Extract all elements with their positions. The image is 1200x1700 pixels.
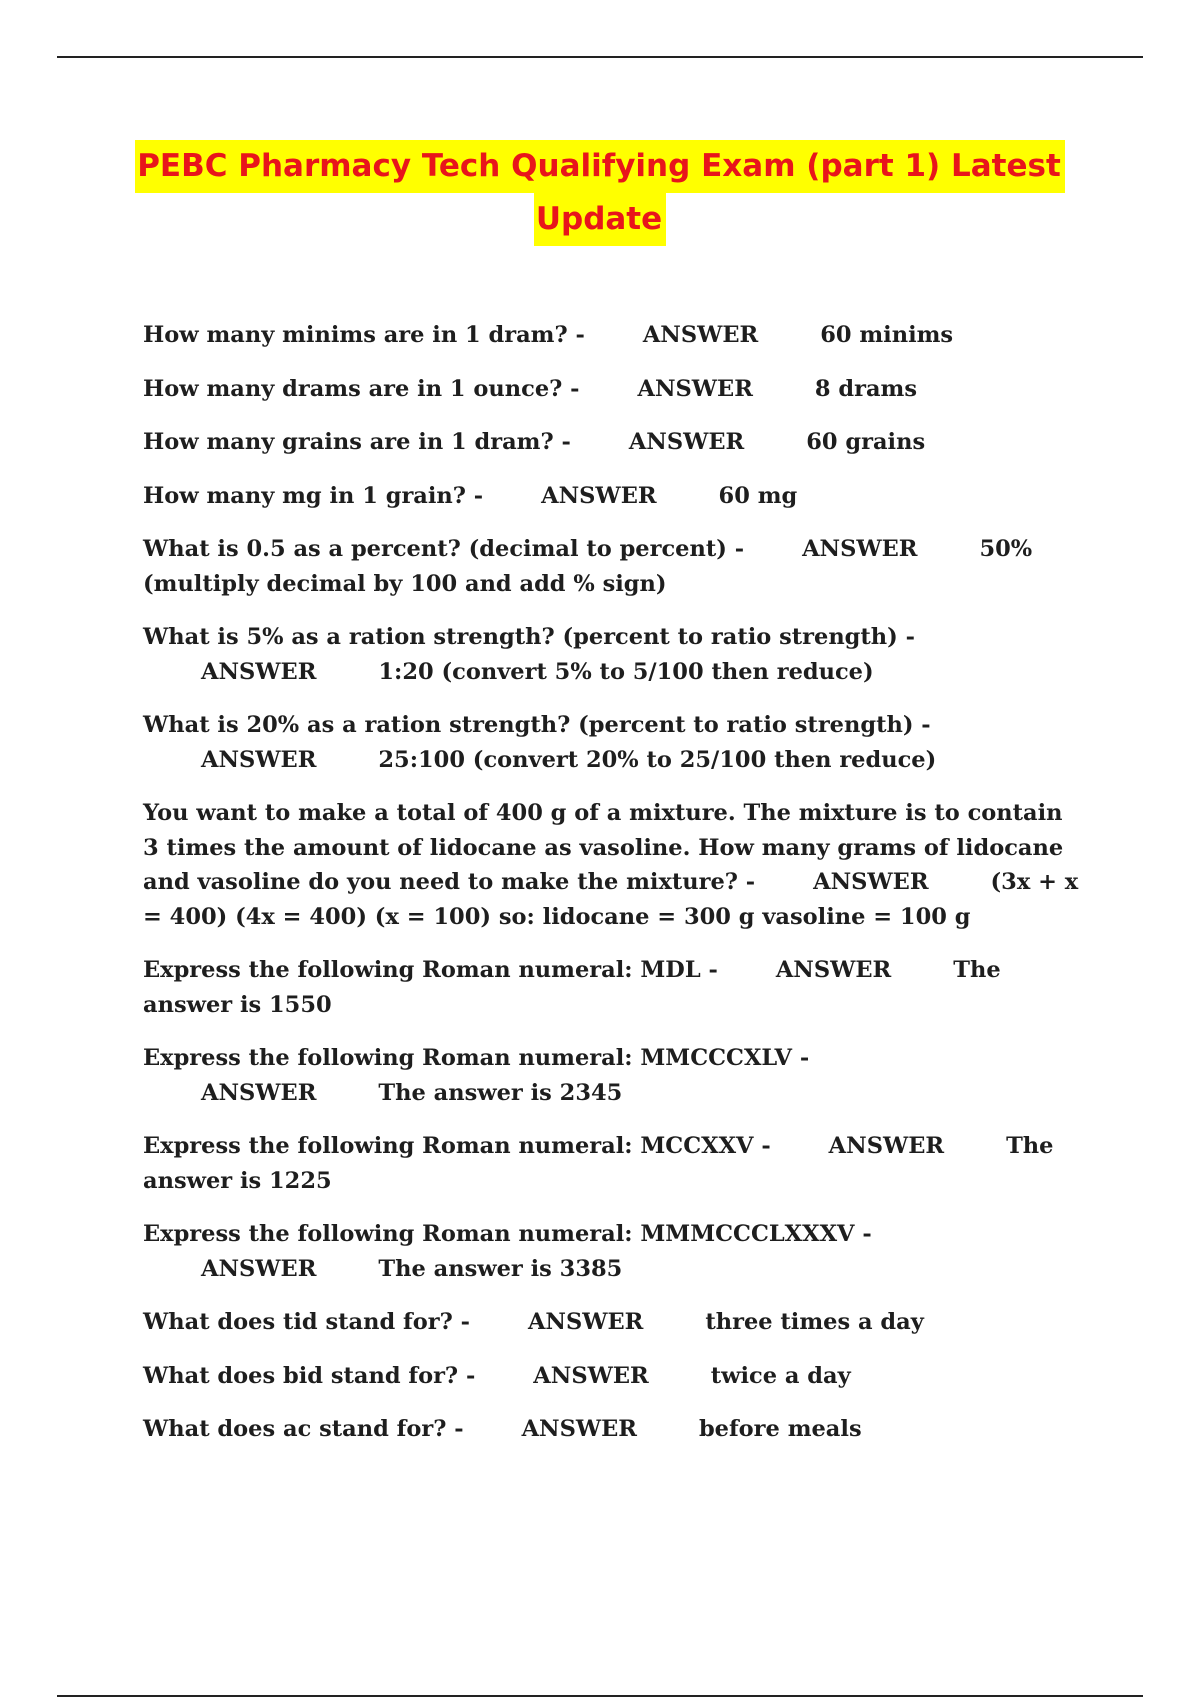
- answer-label: ANSWER: [775, 957, 892, 983]
- qa-item: [143, 953, 1083, 1022]
- answer-text: (3x + x = 400) (4x = 400) (x = 100) so: lidocane = 300 g vasoline = 100 g: [143, 869, 1079, 930]
- qa-item: [143, 479, 1083, 514]
- answer-label: ANSWER: [813, 869, 929, 895]
- question-text: Express the following Roman numeral: MCCXXV -: [143, 1133, 771, 1159]
- qa-item: [143, 1305, 1083, 1340]
- qa-item: [143, 1412, 1083, 1447]
- question-text: Express the following Roman numeral: MDL -: [143, 957, 718, 983]
- question-text: How many minims are in 1 dram? -: [143, 322, 585, 348]
- answer-label: ANSWER: [541, 482, 657, 509]
- question-text: How many drams are in 1 ounce? -: [143, 375, 580, 402]
- answer-text: The answer is 1225: [143, 1133, 1054, 1194]
- question-text: How many mg in 1 grain? -: [143, 482, 484, 509]
- document-title: [100, 140, 1100, 246]
- qa-list: [143, 318, 1083, 1466]
- question-text: What is 5% as a ration strength? (percent to ratio strength) -: [143, 624, 915, 650]
- qa-item: [143, 708, 1083, 777]
- qa-item: [143, 620, 1083, 689]
- qa-item: [143, 532, 1083, 601]
- question-text: What does ac stand for? -: [143, 1416, 464, 1442]
- answer-label: ANSWER: [527, 1309, 644, 1335]
- question-text: Express the following Roman numeral: MMCCCXLV -: [143, 1045, 810, 1071]
- qa-item: [143, 372, 1083, 407]
- answer-label: ANSWER: [201, 658, 317, 685]
- answer-text: twice a day: [710, 1362, 851, 1389]
- question-text: What does bid stand for? -: [143, 1362, 476, 1389]
- qa-item: [143, 796, 1083, 934]
- answer-label: ANSWER: [201, 1079, 317, 1106]
- answer-text: 1:20 (convert 5% to 5/100 then reduce): [378, 658, 874, 685]
- question-text: You want to make a total of 400 g of a mixture. The mixture is to contain 3 times the amount of lidocane as vasoline. How many grams of lidocane and vasoline do you need to make the mixture? -: [143, 800, 1064, 895]
- qa-item: [143, 1359, 1083, 1394]
- question-text: What does tid stand for? -: [143, 1309, 470, 1335]
- question-text: How many grains are in 1 dram? -: [143, 429, 571, 455]
- footer-divider: [57, 1695, 1143, 1697]
- answer-label: ANSWER: [637, 375, 753, 402]
- answer-label: ANSWER: [201, 1255, 317, 1282]
- answer-label: ANSWER: [201, 746, 317, 773]
- qa-item: [143, 318, 1083, 353]
- title-line-1: PEBC Pharmacy Tech Qualifying Exam (part 1) Latest: [135, 140, 1065, 193]
- header-divider: [57, 56, 1143, 58]
- title-line-2: Update: [534, 193, 666, 246]
- answer-text: three times a day: [705, 1309, 924, 1335]
- answer-text: 50% (multiply decimal by 100 and add % sign): [143, 536, 1033, 597]
- qa-item: [143, 425, 1083, 460]
- answer-text: 8 drams: [814, 375, 918, 402]
- answer-text: The answer is 2345: [378, 1079, 623, 1106]
- answer-text: before meals: [698, 1416, 862, 1442]
- answer-label: ANSWER: [521, 1416, 637, 1442]
- qa-item: [143, 1217, 1083, 1286]
- answer-label: ANSWER: [802, 536, 918, 562]
- qa-item: [143, 1041, 1083, 1110]
- qa-item: [143, 1129, 1083, 1198]
- answer-text: 25:100 (convert 20% to 25/100 then reduce): [378, 746, 937, 773]
- answer-text: 60 mg: [718, 482, 798, 509]
- answer-label: ANSWER: [642, 322, 759, 348]
- question-text: Express the following Roman numeral: MMMCCCLXXXV -: [143, 1221, 872, 1247]
- answer-label: ANSWER: [828, 1133, 945, 1159]
- answer-text: The answer is 3385: [378, 1255, 623, 1282]
- answer-text: 60 minims: [820, 322, 954, 348]
- answer-text: The answer is 1550: [143, 957, 1001, 1018]
- answer-label: ANSWER: [628, 429, 745, 455]
- question-text: What is 0.5 as a percent? (decimal to percent) -: [143, 536, 745, 562]
- answer-label: ANSWER: [533, 1362, 649, 1389]
- question-text: What is 20% as a ration strength? (percent to ratio strength) -: [143, 712, 931, 738]
- answer-text: 60 grains: [806, 429, 926, 455]
